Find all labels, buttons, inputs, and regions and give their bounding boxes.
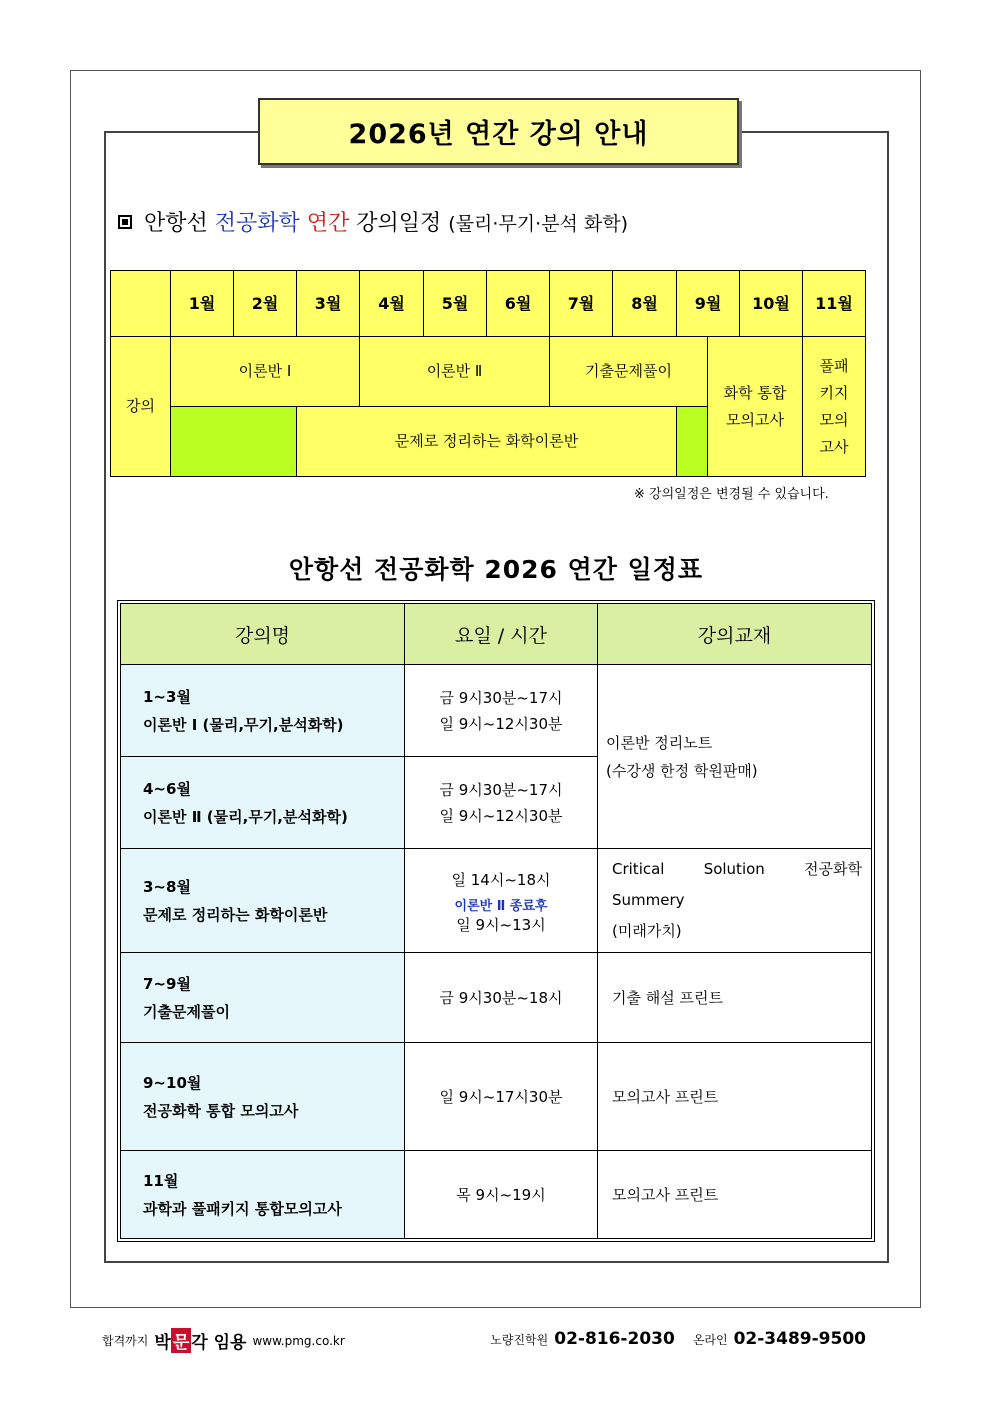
page-title-box [258, 98, 739, 165]
course-problem-theory: 문제로 정리하는 화학이론반 [297, 407, 677, 476]
textbook-cell [598, 665, 872, 849]
column-header: 강의명 [121, 604, 405, 665]
course-full-package [803, 337, 865, 476]
table-row [121, 849, 872, 953]
course-theory-1: 이론반 Ⅰ [171, 337, 360, 407]
course-name-cell [121, 953, 405, 1043]
textbook-cell: 모의고사 프린트 [598, 1151, 872, 1239]
course-title: 이론반 Ⅱ (물리,무기,분석화학) [143, 807, 348, 826]
time-line: 목 9시~19시 [456, 1185, 546, 1204]
time-line: 일 9시~12시30분 [439, 806, 563, 825]
heading-subject: 전공화학 [214, 211, 300, 236]
schedule-change-note: ※ 강의일정은 변경될 수 있습니다. [634, 487, 829, 502]
time-cell [405, 849, 598, 953]
timetable [120, 603, 872, 1239]
textbook-cell [598, 849, 872, 953]
time-cell [405, 1151, 598, 1239]
time-cell [405, 1043, 598, 1151]
month-header: 6월 [487, 271, 550, 337]
green-period-block [677, 407, 708, 476]
heading-space [300, 211, 307, 236]
page-title: 2026년 연간 강의 안내 [348, 119, 649, 150]
footer-contacts [490, 1329, 866, 1349]
course-theory-2: 이론반 Ⅱ [360, 337, 550, 407]
course-title: 문제로 정리하는 화학이론반 [143, 905, 328, 924]
grid-corner [111, 271, 171, 337]
section-heading [118, 206, 628, 237]
full-package-line1: 풀패 [819, 356, 849, 375]
course-past-exams: 기출문제풀이 [550, 337, 708, 407]
time-line: 일 9시~12시30분 [439, 714, 563, 733]
month-header: 11월 [803, 271, 865, 337]
table-row [121, 665, 872, 757]
month-header: 3월 [297, 271, 360, 337]
month-header: 7월 [550, 271, 613, 337]
footer-tagline: 합격까지 [102, 1334, 149, 1348]
time-line: 금 9시30분~17시 [439, 780, 563, 799]
time-note: 이론반 Ⅱ 종료후 [454, 898, 548, 914]
time-line: 일 9시~17시30분 [439, 1087, 563, 1106]
course-mock-exam [708, 337, 803, 476]
brand-part: 임용 [207, 1333, 247, 1353]
month-header: 5월 [424, 271, 487, 337]
time-line: 금 9시30분~17시 [439, 688, 563, 707]
heading-annual: 연간 [306, 211, 350, 236]
contact-label: 온라인 [692, 1333, 728, 1347]
heading-schedule: 강의일정 [349, 211, 449, 236]
table-row [121, 1151, 872, 1239]
heading-name: 안항선 [144, 211, 215, 236]
course-name-cell [121, 849, 405, 953]
textbook-word: Solution [703, 860, 765, 878]
course-period: 1~3월 [143, 687, 191, 706]
course-name-cell [121, 1043, 405, 1151]
textbook-line: (수강생 한정 학원판매) [606, 761, 758, 780]
brand-part: 각 [191, 1333, 208, 1353]
table-row [121, 1043, 872, 1151]
textbook-word: Critical [612, 860, 665, 878]
course-period: 9~10월 [143, 1073, 202, 1092]
textbook-line: 이론반 정리노트 [606, 733, 713, 752]
time-line: 금 9시30분~18시 [439, 988, 563, 1007]
course-title: 과학과 풀패키지 통합모의고사 [143, 1199, 342, 1218]
course-title: 이론반 Ⅰ (물리,무기,분석화학) [143, 715, 344, 734]
column-header: 요일 / 시간 [405, 604, 598, 665]
course-period: 3~8월 [143, 877, 191, 896]
time-cell [405, 757, 598, 849]
month-header: 10월 [740, 271, 803, 337]
month-header: 1월 [171, 271, 234, 337]
full-package-line3: 모의 [819, 410, 849, 429]
mock-exam-line2: 모의고사 [726, 410, 784, 429]
full-package-line2: 키지 [819, 383, 849, 402]
green-period-block [171, 407, 297, 476]
course-period: 4~6월 [143, 779, 191, 798]
timetable-frame [117, 600, 875, 1242]
square-bullet-icon [118, 215, 132, 229]
timetable-title: 안항선 전공화학 2026 연간 일정표 [288, 555, 704, 584]
course-title: 전공화학 통합 모의고사 [143, 1101, 299, 1120]
table-row [121, 953, 872, 1043]
textbook-line: (미래가치) [612, 922, 682, 940]
month-header: 4월 [360, 271, 424, 337]
contact-phone: 02-816-2030 [554, 1329, 675, 1349]
table-header-row [121, 604, 872, 665]
textbook-word: 전공화학 [804, 860, 862, 878]
footer-url[interactable]: www.pmg.co.kr [252, 1333, 345, 1348]
contact-phone: 02-3489-9500 [733, 1329, 866, 1349]
month-header: 8월 [613, 271, 677, 337]
schedule-grid [110, 270, 866, 477]
brand-part: 문 [171, 1328, 191, 1353]
month-header: 2월 [234, 271, 297, 337]
footer-brand [102, 1328, 345, 1353]
column-header: 강의교재 [598, 604, 872, 665]
course-period: 7~9월 [143, 974, 191, 993]
course-title: 기출문제풀이 [143, 1002, 230, 1021]
textbook-cell: 모의고사 프린트 [598, 1043, 872, 1151]
time-cell [405, 953, 598, 1043]
time-cell [405, 665, 598, 757]
full-package-line4: 고사 [819, 437, 849, 456]
row-label: 강의 [111, 337, 171, 476]
heading-subtopics: (물리·무기·분석 화학) [448, 213, 629, 235]
time-line: 일 9시~13시 [456, 915, 546, 934]
time-line: 일 14시~18시 [451, 870, 551, 889]
brand-part: 박 [154, 1333, 171, 1353]
month-header: 9월 [677, 271, 740, 337]
mock-exam-line1: 화학 통합 [723, 383, 787, 402]
textbook-line: Summery [612, 891, 685, 909]
course-period: 11월 [143, 1171, 179, 1190]
brand-logo [154, 1328, 246, 1353]
course-name-cell [121, 757, 405, 849]
course-name-cell [121, 1151, 405, 1239]
textbook-cell: 기출 해설 프린트 [598, 953, 872, 1043]
contact-label: 노량진학원 [490, 1333, 549, 1347]
course-name-cell [121, 665, 405, 757]
